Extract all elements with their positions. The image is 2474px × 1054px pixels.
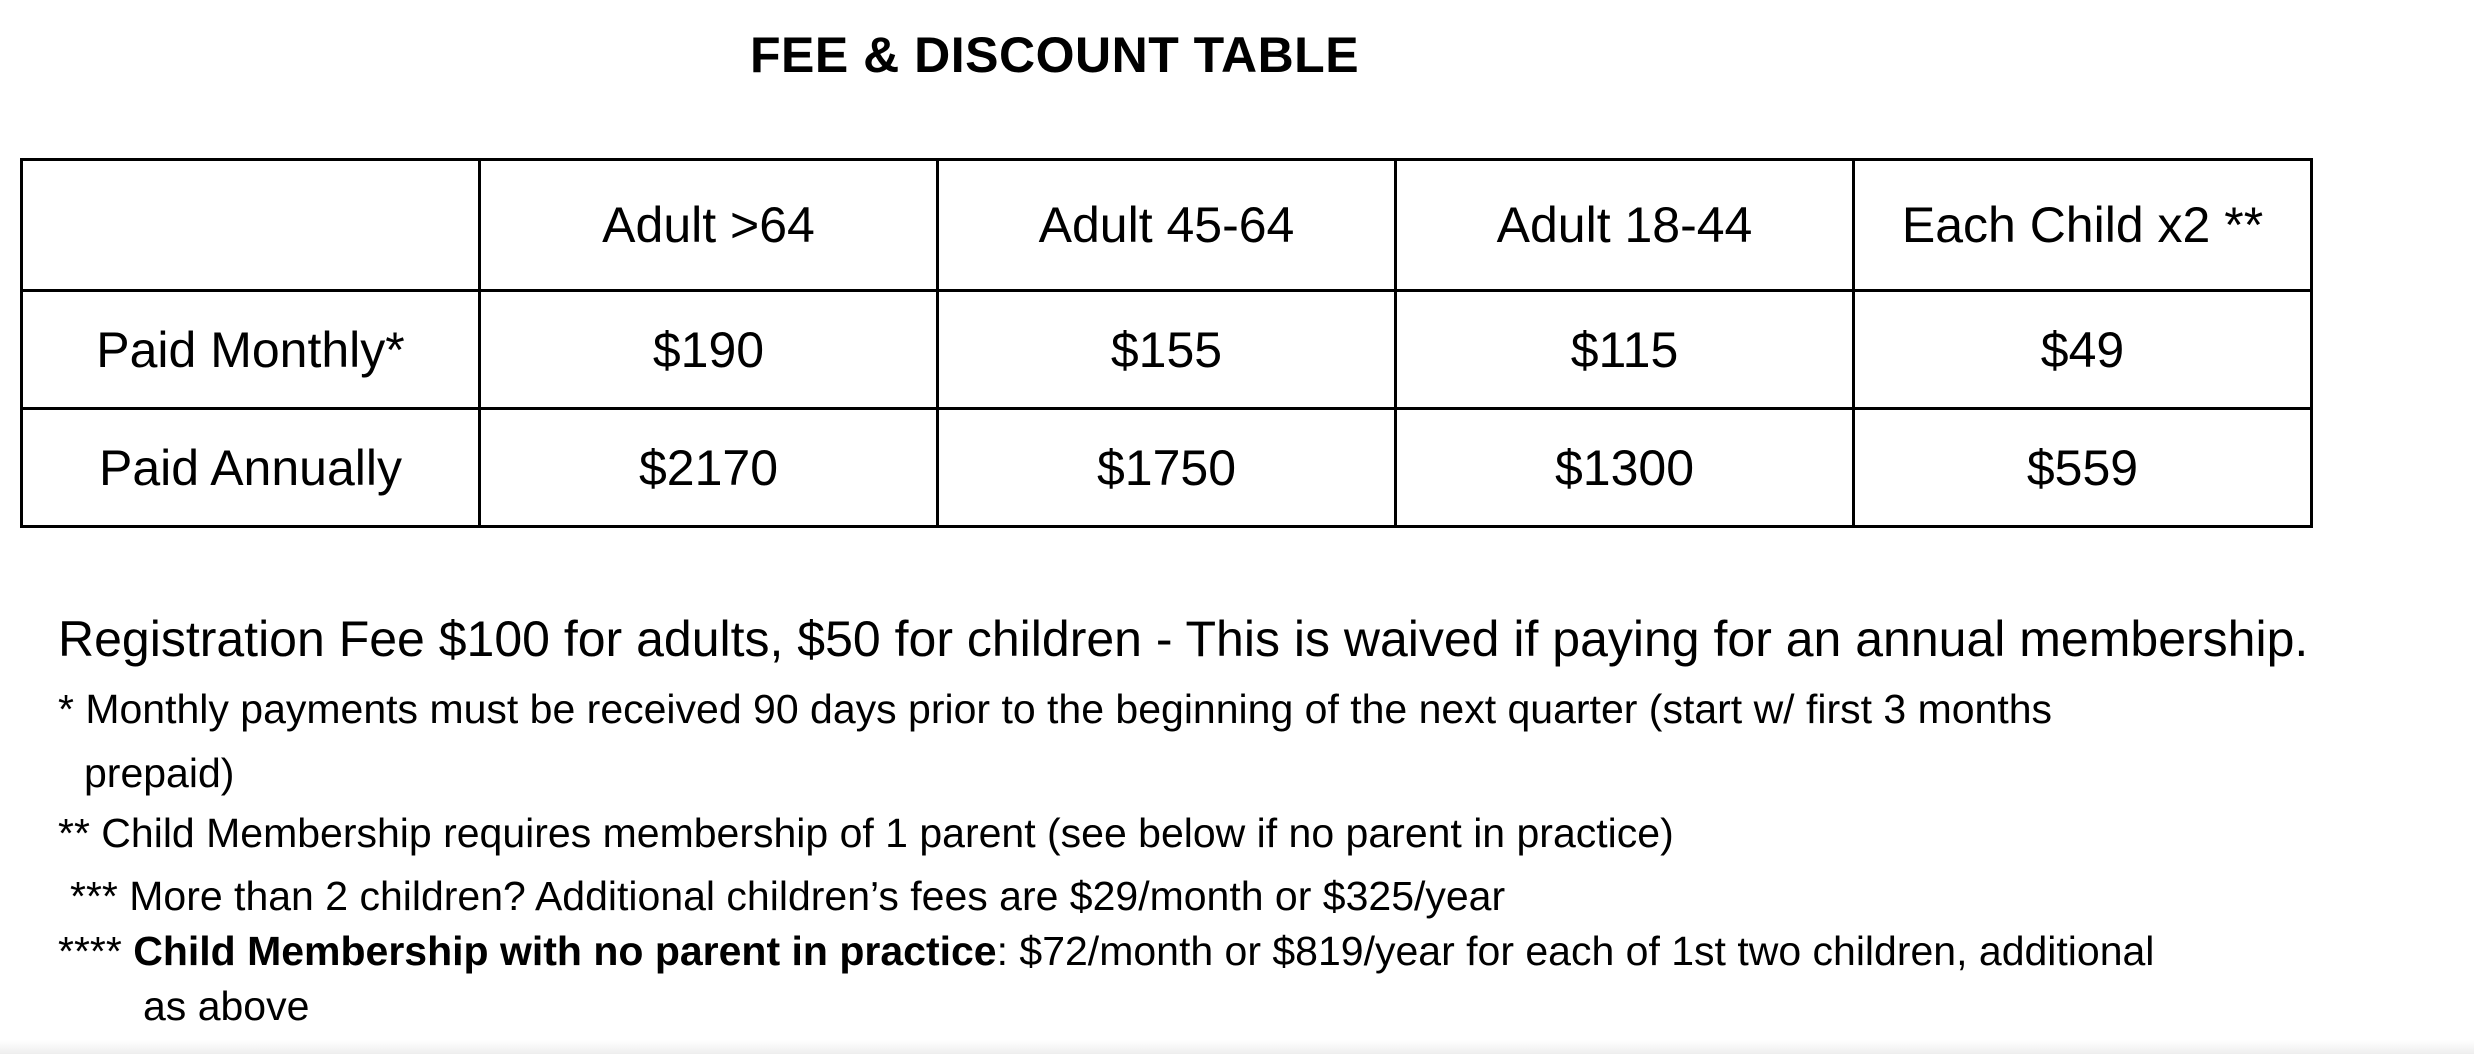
table-row [22,409,2312,527]
table-row [22,291,2312,409]
column-header: Adult 45-64 [938,160,1396,291]
bottom-edge-shadow [0,1040,2474,1054]
footnote-no-parent-bold: Child Membership with no parent in practice [133,928,997,974]
column-header: Each Child x2 ** [1854,160,2312,291]
footnote-no-parent-marker: **** [58,928,134,974]
table-header-row [22,160,2312,291]
table-cell: $1750 [938,409,1396,527]
table-cell: $559 [1854,409,2312,527]
row-header: Paid Monthly* [22,291,480,409]
footnote-no-parent [58,928,2154,975]
footnote-no-parent-line2: as above [143,983,310,1029]
registration-fee-note: Registration Fee $100 for adults, $50 for children - This is waived if paying for an annual membership. [58,611,2309,667]
footnote-monthly-line1: * Monthly payments must be received 90 days prior to the beginning of the next quarter (start w/ first 3 months [58,686,2053,732]
page-title: FEE & DISCOUNT TABLE [750,27,1360,83]
table-cell: $155 [938,291,1396,409]
table-cell: $115 [1396,291,1854,409]
footnote-extra-children: *** More than 2 children? Additional children’s fees are $29/month or $325/year [70,873,1506,919]
row-header: Paid Annually [22,409,480,527]
table-cell: $49 [1854,291,2312,409]
table-cell: $190 [480,291,938,409]
table-cell: $2170 [480,409,938,527]
fee-table [20,158,2313,528]
table-corner-cell [22,160,480,291]
table-cell: $1300 [1396,409,1854,527]
footnote-no-parent-rest: : $72/month or $819/year for each of 1st two children, additional [996,928,2155,974]
footnote-child-membership: ** Child Membership requires membership of 1 parent (see below if no parent in practice) [58,810,1674,856]
column-header: Adult >64 [480,160,938,291]
column-header: Adult 18-44 [1396,160,1854,291]
footnote-monthly-line2: prepaid) [84,750,235,796]
